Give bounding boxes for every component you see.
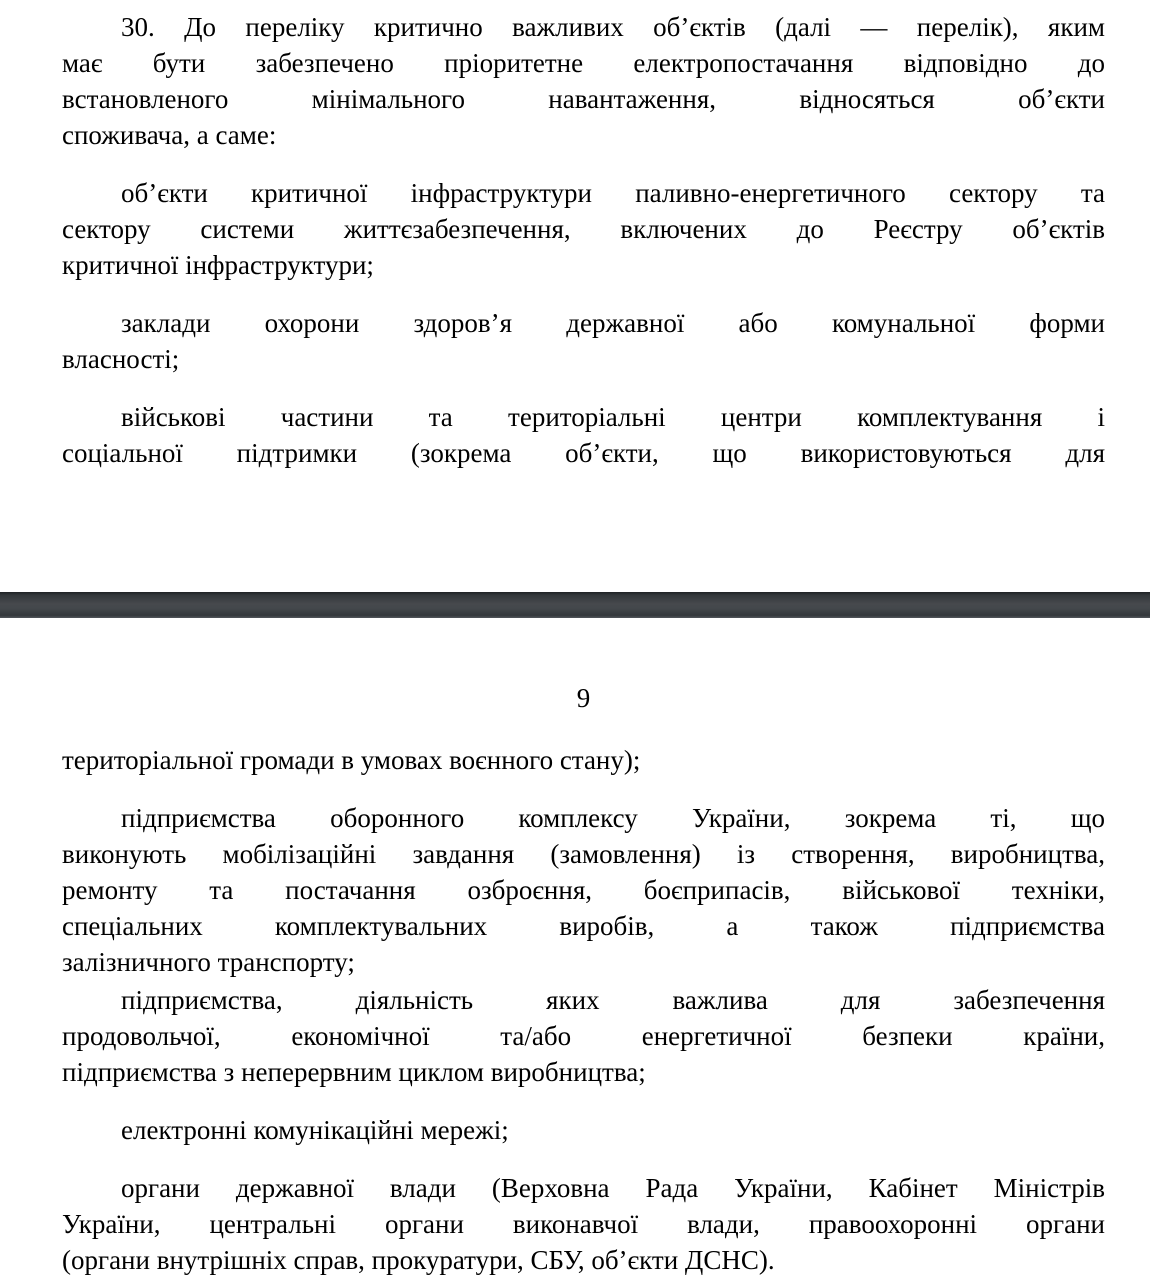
paragraph (62, 800, 1105, 980)
text-line: ремонту та постачання озброєння, боєприпасів, військової техніки, (62, 875, 1105, 905)
text-line: 30. До переліку критично важливих об’єктів (далі — перелік), яким (121, 12, 1105, 42)
text-line: продовольчої, економічної та/або енергетичної безпеки країни, (62, 1021, 1105, 1051)
text-line: соціальної підтримки (зокрема об’єкти, що використовуються для (62, 438, 1105, 468)
paragraph (62, 742, 1105, 778)
page-9-text-column (62, 742, 1105, 1278)
text-line: підприємства, діяльність яких важлива для забезпечення (121, 985, 1105, 1015)
text-line: територіальної громади в умовах воєнного стану); (62, 745, 641, 775)
text-line: встановленого мінімального навантаження, відносяться об’єкти (62, 84, 1105, 114)
paragraph (62, 1112, 1105, 1148)
text-line: військові частини та територіальні центри комплектування і (121, 402, 1105, 432)
text-line: об’єкти критичної інфраструктури паливно-енергетичного сектору та (121, 178, 1105, 208)
text-line: сектору системи життєзабезпечення, включених до Реєстру об’єктів (62, 214, 1105, 244)
text-line: спеціальних комплектувальних виробів, а також підприємства (62, 911, 1105, 941)
page-separator (0, 592, 1150, 618)
text-line: електронні комунікаційні мережі; (121, 1115, 509, 1145)
paragraph (62, 305, 1105, 377)
page-8-bottom (0, 0, 1150, 592)
text-line: (органи внутрішніх справ, прокуратури, СБУ, об’єкти ДСНС). (62, 1245, 775, 1275)
page-8-text-column (62, 9, 1105, 471)
text-line: органи державної влади (Верховна Рада України, Кабінет Міністрів (121, 1173, 1105, 1203)
text-line: заклади охорони здоров’я державної або комунальної форми (121, 308, 1105, 338)
paragraph (62, 175, 1105, 283)
paragraph (62, 399, 1105, 471)
text-line: власності; (62, 344, 180, 374)
text-line: споживача, а саме: (62, 120, 277, 150)
text-line: має бути забезпечено пріоритетне електропостачання відповідно до (62, 48, 1105, 78)
page-9 (0, 618, 1150, 1280)
text-line: підприємства оборонного комплексу України, зокрема ті, що (121, 803, 1105, 833)
page-number: 9 (576, 683, 591, 713)
text-line: України, центральні органи виконавчої влади, правоохоронні органи (62, 1209, 1105, 1239)
text-line: залізничного транспорту; (62, 947, 355, 977)
paragraph (62, 9, 1105, 153)
paragraph (62, 982, 1105, 1090)
text-line: критичної інфраструктури; (62, 250, 374, 280)
paragraph (62, 1170, 1105, 1278)
text-line: підприємства з неперервним циклом виробництва; (62, 1057, 646, 1087)
text-line: виконують мобілізаційні завдання (замовлення) із створення, виробництва, (62, 839, 1105, 869)
